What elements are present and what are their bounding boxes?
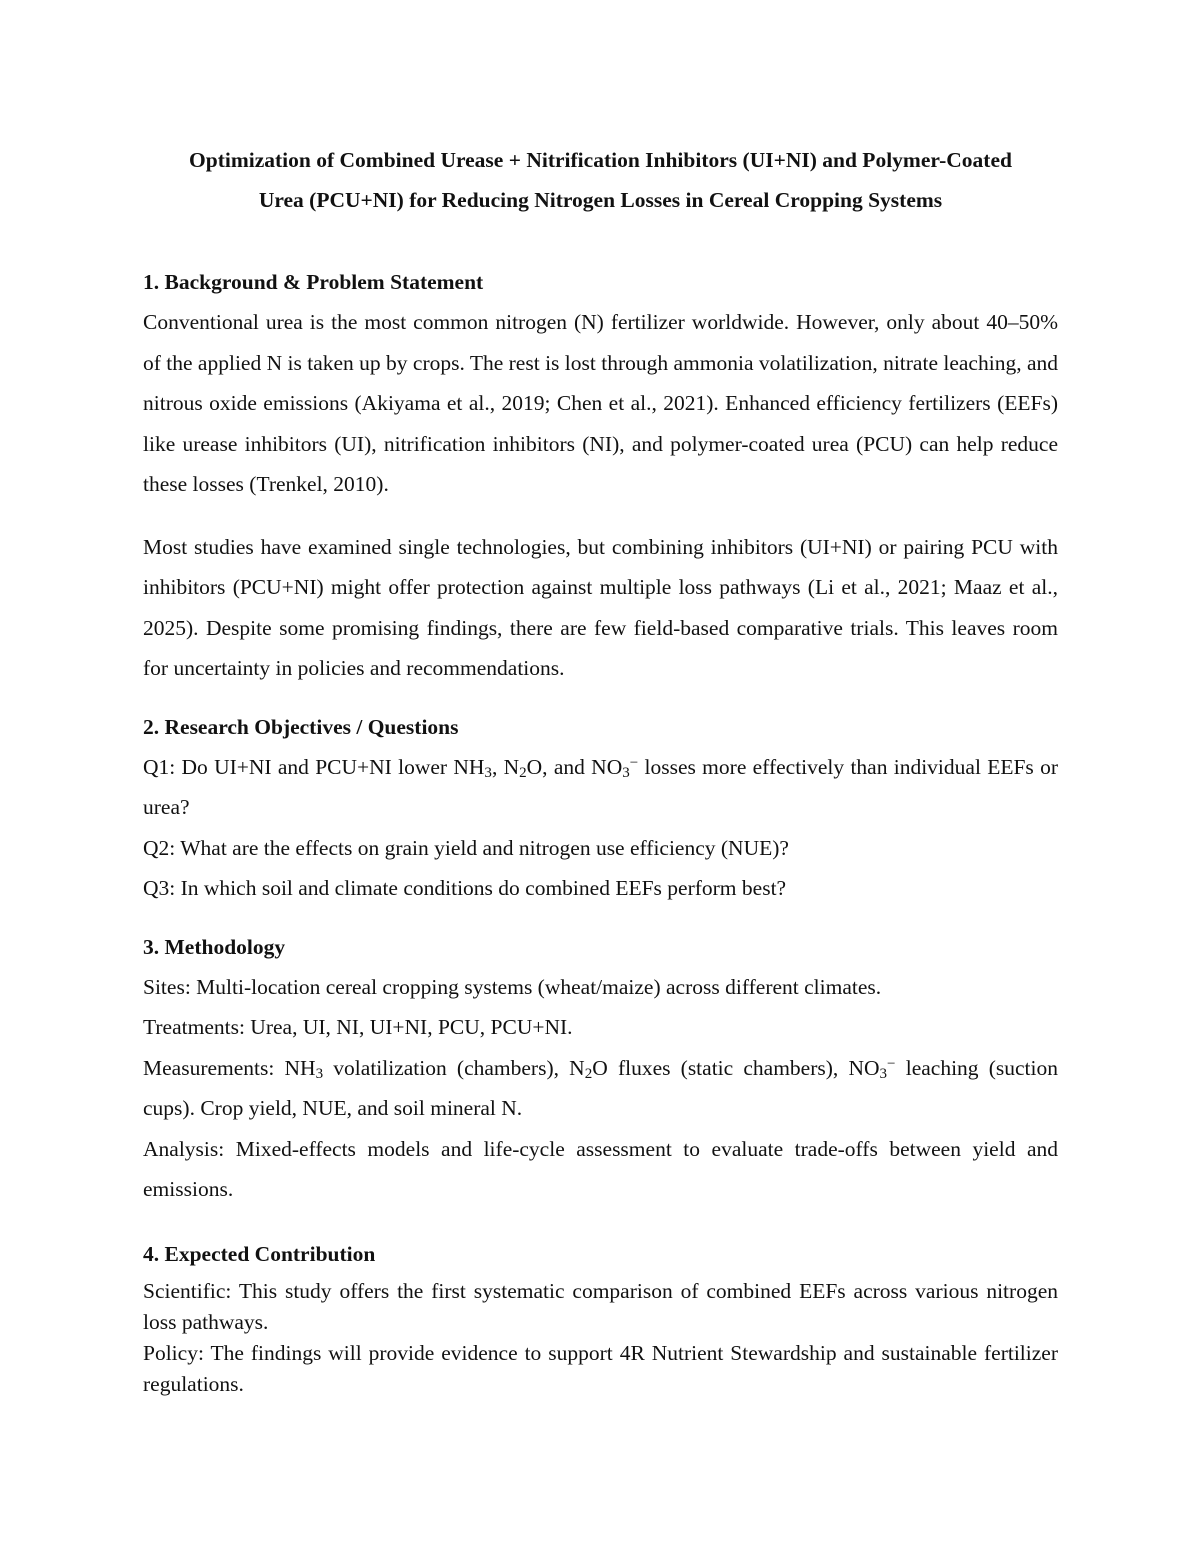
section-heading-methodology: 3. Methodology [143, 934, 286, 959]
methodology-analysis: Analysis: Mixed-effects models and life-cycle assessment to evaluate trade-offs between yield and emissions. [143, 1136, 1058, 1201]
contribution-scientific: Scientific: This study offers the first systematic comparison of combined EEFs across various nitrogen loss pathways. [143, 1278, 1058, 1334]
question-2: Q2: What are the effects on grain yield and nitrogen use efficiency (NUE)? [143, 835, 789, 860]
section-methodology [143, 927, 1058, 1210]
document-page [143, 140, 1058, 1400]
background-paragraph-2: Most studies have examined single technologies, but combining inhibitors (UI+NI) or pairing PCU with inhibitors (PCU+NI) might offer protection against multiple loss pathways (Li et al., 2021; Maaz et al., 2025). Despite some promising findings, there are few field-based comparative trials. This leaves room for uncertainty in policies and recommendations. [143, 534, 1058, 680]
title-line-2: Urea (PCU+NI) for Reducing Nitrogen Losses in Cereal Cropping Systems [258, 188, 943, 212]
section-contribution [143, 1234, 1058, 1400]
contribution-policy: Policy: The findings will provide evidence to support 4R Nutrient Stewardship and sustainable fertilizer regulations. [143, 1340, 1058, 1396]
section-objectives [143, 707, 1058, 909]
section-heading-objectives: 2. Research Objectives / Questions [143, 714, 459, 739]
document-title [143, 140, 1058, 220]
methodology-sites: Sites: Multi-location cereal cropping systems (wheat/maize) across different climates. [143, 974, 882, 999]
section-heading-contribution: 4. Expected Contribution [143, 1241, 376, 1266]
question-1: Q1: Do UI+NI and PCU+NI lower $NH_3$, $N_2O$, and $NO_3^-$ losses more effectively than individual EEFs or urea? [143, 754, 1058, 819]
methodology-measurements: Measurements: $NH_3$ volatilization (chambers), $N_2O$ fluxes (static chambers), $NO_3^-$ leaching (suction cups). Crop yield, NUE, and soil mineral N. [143, 1055, 1058, 1120]
title-line-1: Optimization of Combined Urease + Nitrification Inhibitors (UI+NI) and Polymer-Coated [189, 148, 1012, 172]
question-3: Q3: In which soil and climate conditions do combined EEFs perform best? [143, 876, 787, 900]
methodology-treatments: Treatments: Urea, UI, NI, UI+NI, PCU, PCU+NI. [143, 1015, 573, 1039]
background-paragraph-1: Conventional urea is the most common nitrogen (N) fertilizer worldwide. However, only about 40–50% of the applied N is taken up by crops. The rest is lost through ammonia volatilization, nitrate leaching, and nitrous oxide emissions (Akiyama et al., 2019; Chen et al., 2021). Enhanced efficiency fertilizers (EEFs) like urease inhibitors (UI), nitrification inhibitors (NI), and polymer-coated urea (PCU) can help reduce these losses (Trenkel, 2010). [143, 310, 1058, 496]
section-heading-background: 1. Background & Problem Statement [143, 270, 484, 294]
section-background [143, 262, 1058, 689]
